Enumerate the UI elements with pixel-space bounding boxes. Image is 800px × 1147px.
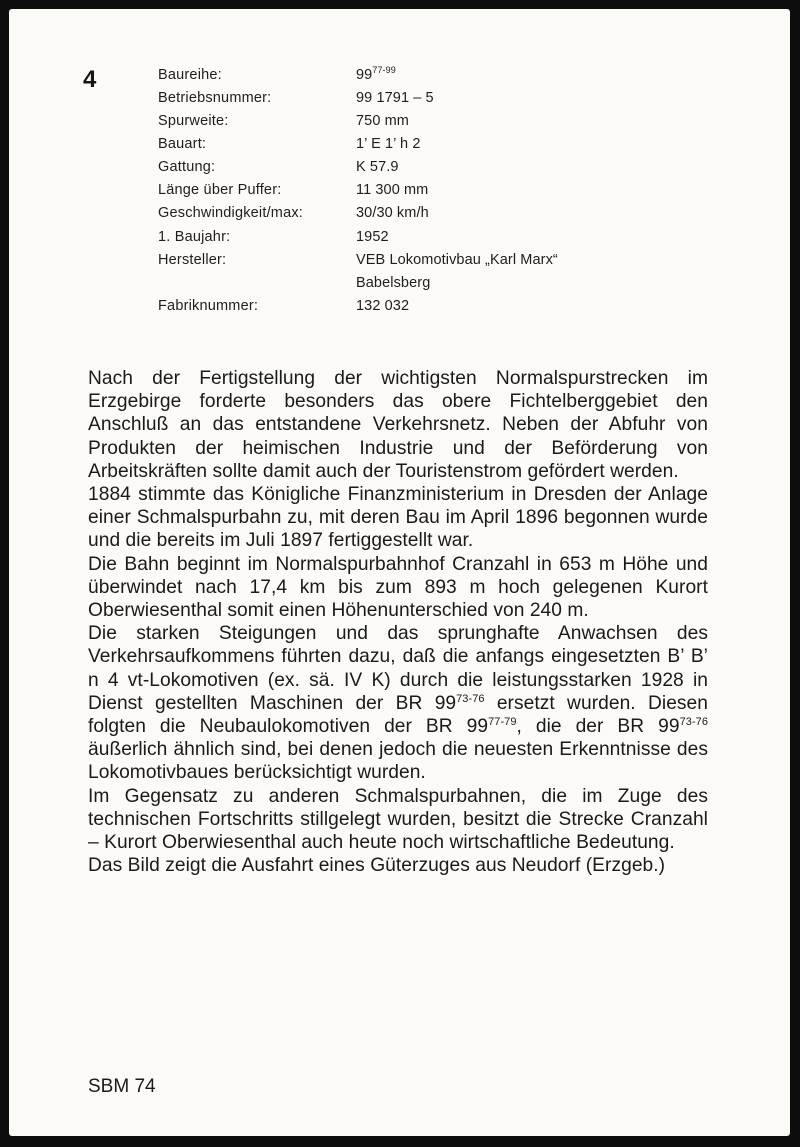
- class-range-superscript: 73-76: [679, 716, 708, 729]
- spec-label-fabriknummer: Fabriknummer:: [158, 298, 259, 314]
- spec-value-fabriknummer: 132 032: [356, 298, 410, 314]
- spec-label-betriebsnummer: Betriebsnummer:: [158, 90, 272, 106]
- spec-label-hersteller: Hersteller:: [158, 252, 227, 268]
- spec-value-laenge: 11 300 mm: [356, 182, 429, 198]
- paragraph-intro: Nach der Fertigstellung der wichtigsten Normalspurstrecken im Erzgebirge forderte besonders das obere Fichtelberggebiet den Anschluß an das entstandene Verkehrsnetz. Neben der Abfuhr von Produkten der heimischen Industrie und der Beförderung von Arbeitskräften sollte damit auch der Touristenstrom gefördert werden.: [88, 368, 708, 482]
- spec-value-betriebsnummer: 99 1791 – 5: [356, 90, 434, 106]
- spec-value-hersteller-line2: Babelsberg: [356, 275, 431, 291]
- locomotives-text-a: Die starken Steigungen und das sprunghafte Anwachsen des Verkehrsaufkommens führten dazu, daß die anfangs eingesetzten B’ B’ n 4 vt-Lokomotiven (ex. sä. IV K) durch die leistungsstarken 1928 in Dienst gestellten Maschinen der BR 99: [88, 623, 708, 714]
- baureihe-range: 77-99: [372, 65, 396, 75]
- card-number: 4: [83, 66, 97, 93]
- spec-label-gattung: Gattung:: [158, 159, 216, 175]
- spec-value-gattung: K 57.9: [356, 159, 399, 175]
- spec-label-laenge: Länge über Puffer:: [158, 182, 282, 198]
- spec-value-geschwindigkeit: 30/30 km/h: [356, 205, 429, 221]
- locomotives-text-b: ersetzt wurden. Diesen folgten die Neubaulokomotiven der BR 99: [88, 692, 708, 738]
- paragraph-caption: Das Bild zeigt die Ausfahrt eines Güterzuges aus Neudorf (Erzgeb.): [88, 855, 666, 877]
- class-range-superscript: 73-76: [456, 692, 485, 705]
- paragraph-history: 1884 stimmte das Königliche Finanzministerium in Dresden der Anlage einer Schmalspurbahn zu, mit deren Bau im April 1896 begonnen wurde und die bereits im Juli 1897 fertiggestellt war.: [88, 484, 708, 552]
- locomotives-text-c: , die der BR 99: [516, 716, 680, 738]
- paragraph-route: Die Bahn beginnt im Normalspurbahnhof Cranzahl in 653 m Höhe und überwindet nach 17,4 km bis zum 893 m hoch gelegenen Kurort Oberwiesenthal somit einen Höhenunterschied von 240 m.: [88, 553, 708, 622]
- spec-value-spurweite: 750 mm: [356, 113, 409, 129]
- spec-value-baujahr: 1952: [356, 229, 389, 245]
- spec-label-spurweite: Spurweite:: [158, 113, 229, 129]
- baureihe-number: 99: [356, 67, 373, 83]
- spec-value-hersteller-line1: VEB Lokomotivbau „Karl Marx“: [356, 252, 558, 268]
- spec-label-bauart: Bauart:: [158, 136, 207, 152]
- class-range-superscript: 77-79: [488, 716, 517, 729]
- spec-label-baureihe: Baureihe:: [158, 67, 222, 83]
- series-code: SBM 74: [88, 1076, 156, 1097]
- description-text: [88, 367, 708, 877]
- locomotives-text-d: äußerlich ähnlich sind, bei denen jedoch die neuesten Erkenntnisse des Lokomotivbaues berücksichtigt wurden.: [88, 739, 708, 784]
- paragraph-locomotives: [88, 622, 708, 784]
- spec-value-baureihe: [356, 67, 396, 83]
- paragraph-significance: Im Gegensatz zu anderen Schmalspurbahnen, die im Zuge des technischen Fortschritts stillgelegt wurden, besitzt die Strecke Cranzahl – Kurort Oberwiesenthal auch heute noch wirtschaftliche Bedeutung.: [88, 785, 708, 854]
- spec-label-geschwindigkeit: Geschwindigkeit/max:: [158, 205, 304, 221]
- spec-label-baujahr: 1. Baujahr:: [158, 229, 231, 245]
- spec-value-bauart: 1’ E 1’ h 2: [356, 136, 421, 152]
